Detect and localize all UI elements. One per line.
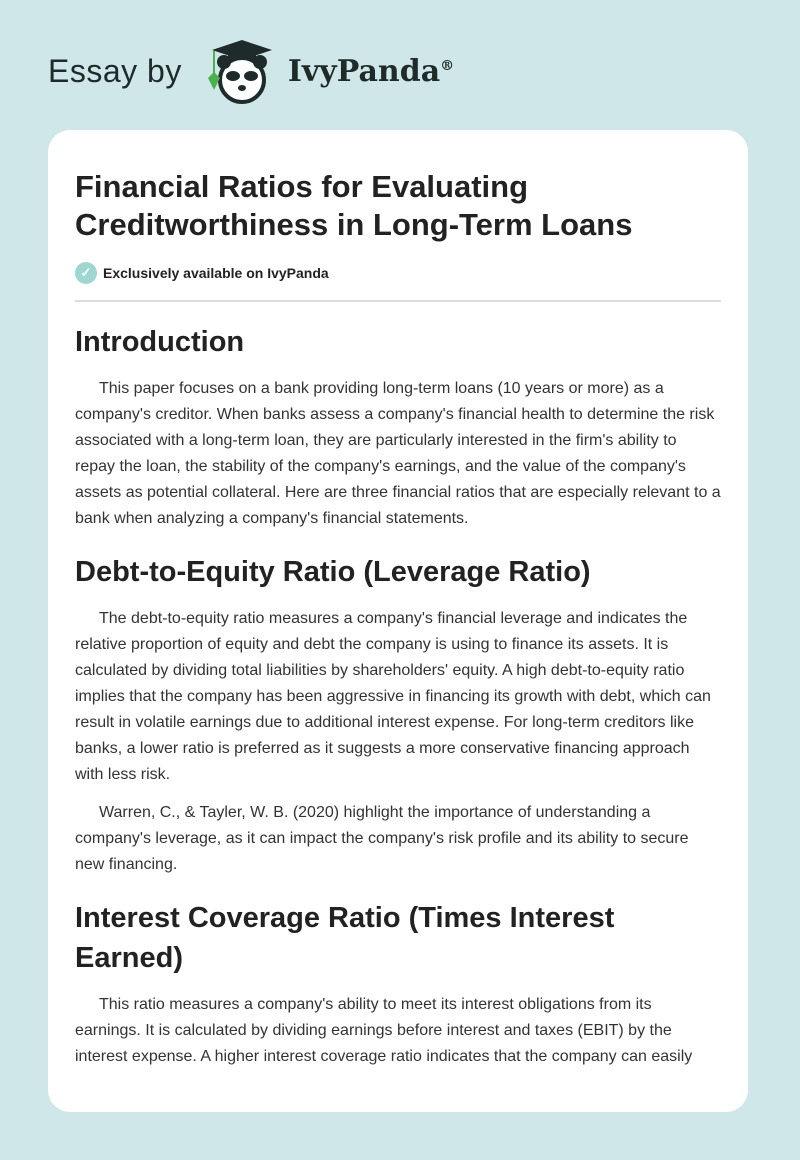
section-heading: Introduction <box>75 326 245 358</box>
essay-by-label: Essay by <box>48 52 182 89</box>
section-heading: Interest Coverage Ratio (Times Interest Earned) <box>75 902 615 974</box>
section-heading: Debt-to-Equity Ratio (Leverage Ratio) <box>75 556 591 588</box>
essay-title: Financial Ratios for Evaluating Creditworthiness in Long-Term Loans <box>75 169 633 242</box>
ivypanda-logo-icon[interactable] <box>200 36 280 106</box>
paragraph: This paper focuses on a bank providing long-term loans (10 years or more) as a company's creditor. When banks assess a company's financial health to determine the risk associated with a long-term loan, they are particularly interested in the firm's ability to repay the loan, the stability of the company's earnings, and the value of the company's assets as potential collateral. Here are three financial ratios that are especially relevant to a bank when analyzing a company's financial statements. <box>75 380 721 527</box>
paragraph: The debt-to-equity ratio measures a company's financial leverage and indicates the relative proportion of equity and debt the company is using to finance its assets. It is calculated by dividing total liabilities by shareholders' equity. A high debt-to-equity ratio implies that the company has been aggressive in financing its growth with debt, which can result in volatile earnings due to additional interest expense. For long-term creditors like banks, a lower ratio is preferred as it suggests a more conservative financing approach with less risk. <box>75 610 711 783</box>
exclusive-badge <box>75 262 721 302</box>
exclusive-label: Exclusively available on IvyPanda <box>103 265 329 281</box>
check-circle-icon: ✓ <box>75 262 97 284</box>
site-header <box>48 36 454 106</box>
paragraph: Warren, C., & Tayler, W. B. (2020) highlight the importance of understanding a company's leverage, as it can impact the company's risk profile and its ability to secure new financing. <box>75 804 689 873</box>
brand-name: IvyPanda® <box>287 53 455 89</box>
essay-card <box>48 130 748 1112</box>
paragraph: This ratio measures a company's ability to meet its interest obligations from its earnings. It is calculated by dividing earnings before interest and taxes (EBIT) by the interest expense. A higher interest coverage ratio indicates that the company can easily <box>75 996 693 1065</box>
